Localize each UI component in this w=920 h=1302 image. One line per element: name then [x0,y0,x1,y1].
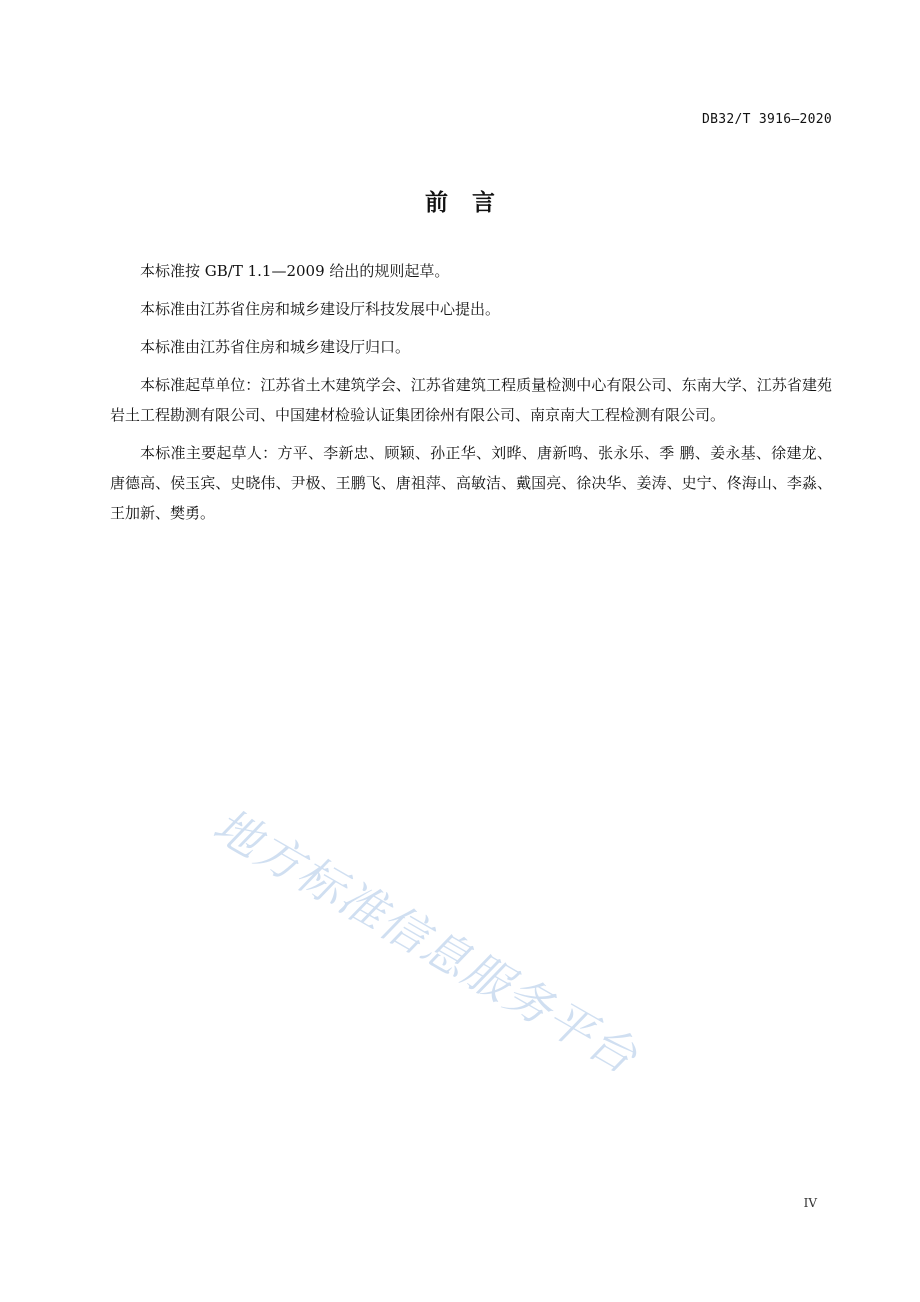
document-code: DB32/T 3916—2020 [701,112,832,127]
paragraph-drafting-units: 本标准起草单位：江苏省土木建筑学会、江苏省建筑工程质量检测中心有限公司、东南大学、江苏省建苑岩土工程勘测有限公司、中国建材检验认证集团徐州有限公司、南京南大工程检测有限公司。 [110,376,832,424]
foreword-body [110,256,832,536]
paragraph-drafters: 本标准主要起草人：方平、李新忠、顾颖、孙正华、刘晔、唐新鸣、张永乐、季 鹏、姜永基、徐建龙、唐德高、侯玉宾、史晓伟、尹极、王鹏飞、唐祖萍、高敏洁、戴国亮、徐决华、姜涛、史宁、佟海山、李淼、王加新、樊勇。 [110,444,832,522]
page-title: 前言 [425,190,519,216]
paragraph-drafting-rules: 本标准按 GB/T 1.1—2009 给出的规则起草。 [140,262,450,280]
watermark: 地方标准信息服务平台 [204,797,648,1085]
paragraph-administrator: 本标准由江苏省住房和城乡建设厅归口。 [140,338,411,356]
paragraph-proposer: 本标准由江苏省住房和城乡建设厅科技发展中心提出。 [140,300,501,318]
page-number: IV [803,1196,817,1210]
